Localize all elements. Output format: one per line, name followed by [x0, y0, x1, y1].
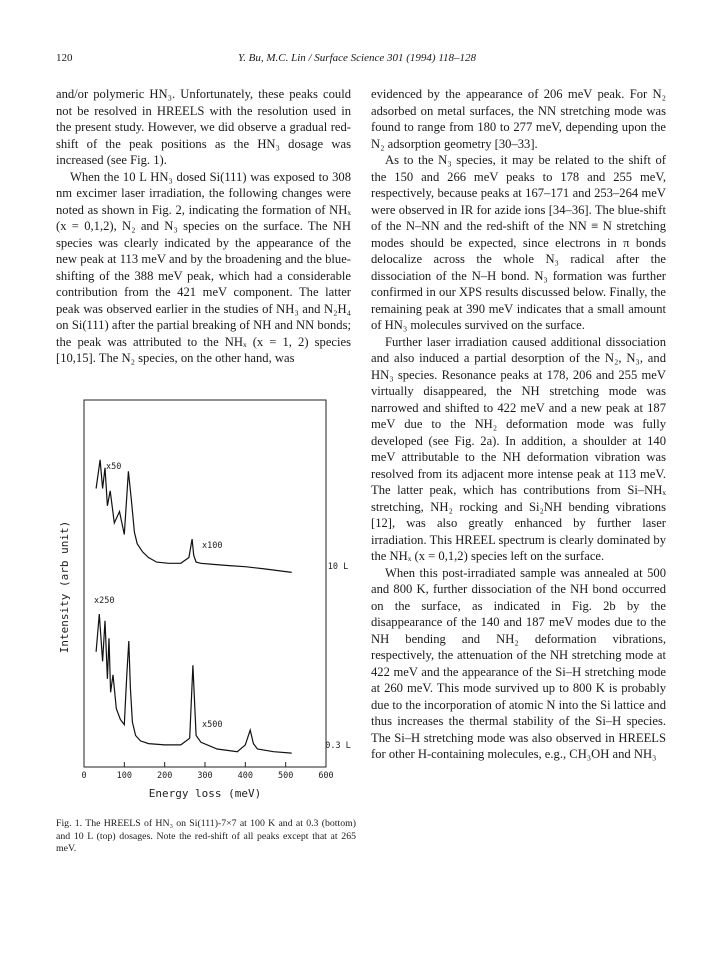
annotation-x100: x100 — [202, 541, 223, 551]
annotation-10L: 10 L — [327, 562, 349, 572]
page-number: 120 — [56, 52, 73, 64]
x-tick-label: 300 — [197, 771, 213, 781]
x-tick-label: 100 — [116, 771, 133, 781]
right-paragraph-4: When this post-irradiated sample was annealed at 500 and 800 K, further dissociation of the NH bond occurred on the surface, as indicated in Fig. 2b by the disappearance of the 140 and 187 meV modes due to the NH bending and NH₂ deformation vibrations, respectively, the attenuation of the NH stretching mode at 422 meV and the appearance of the Si–H stretching mode at 260 meV. This mode survived up to 800 K is probably due to the incorporation of atomic N into the Si lattice and thus increases the thermal stability of the Si–H species. The Si–H stretching mode was also observed in HREELS for other H-containing molecules, e.g., CH₃OH and NH₃ — [371, 565, 666, 761]
right-column — [371, 86, 666, 763]
annotation-x50: x50 — [106, 462, 122, 472]
hreels-chart — [56, 397, 356, 807]
running-head: Y. Bu, M.C. Lin / Surface Science 301 (1994) 118–128 — [238, 52, 477, 64]
series-line-top — [96, 460, 292, 573]
x-tick-label: 400 — [237, 771, 254, 781]
figure-1 — [56, 397, 356, 807]
x-axis-label: Energy loss (meV) — [148, 787, 262, 800]
left-paragraph-2: When the 10 L HN₃ dosed Si(111) was exposed to 308 nm excimer laser irradiation, the following changes were noted as shown in Fig. 2, indicating the formation of NHₓ (x = 0,1,2), N₂ and N₃ species on the surface. The NH species was clearly indicated by the appearance of the new peak at 113 meV and by the broadening and the blue-shifting of the 388 meV peak, which had a considerable contribution from the 421 meV component. The latter peak was observed earlier in the studies of NH₃ and N₂H₄ on Si(111) after the partial breaking of NH and NN bonds; the peak was attributed to the NHₓ (x = 1, 2) species [10,15]. The N₂ species, on the other hand, was — [56, 169, 351, 365]
x-tick-label: 200 — [156, 771, 173, 781]
x-tick-label: 500 — [277, 771, 294, 781]
right-paragraph-3: Further laser irradiation caused additional dissociation and also induced a partial desorption of the N₂, N₃, and HN₃ species. Resonance peaks at 178, 206 and 255 meV virtually disappeared, the NH stretching mode was narrowed and shifted to 422 meV and a new peak at 187 meV due to the NH₂ deformation mode was fully developed (see Fig. 2a). In addition, a shoulder at 140 meV attributable to the NH deformation vibration was resolved from its adjacent more intense peak at 113 meV. The latter peak, which has contributions from Si–NHₓ stretching, NH₂ rocking and Si₂NH bending vibrations [12], was also greatly enhanced by further laser irradiation. This HREEL spectrum is clearly dominated by the NHₓ (x = 0,1,2) species left on the surface. — [371, 334, 666, 563]
x-tick-label: 0 — [81, 771, 87, 781]
left-column — [56, 86, 351, 367]
y-axis-label: Intensity (arb unit) — [58, 520, 71, 654]
figure-caption: Fig. 1. The HREELS of HN₃ on Si(111)-7×7 at 100 K and at 0.3 (bottom) and 10 L (top) dosages. Note the red-shift of all peaks except that at 265 meV. — [56, 818, 356, 855]
annotation-x500: x500 — [202, 720, 223, 730]
plot-frame — [84, 400, 326, 767]
left-paragraph-1: and/or polymeric HN₃. Unfortunately, these peaks could not be resolved in HREELS with the resolution used in the present study. However, we did observe a gradual red-shift of the peak positions as the HN₃ dosage was increased (see Fig. 1). — [56, 87, 351, 167]
annotation-x250: x250 — [94, 596, 115, 606]
right-paragraph-2: As to the N₃ species, it may be related to the shift of the 150 and 266 meV peaks to 178 and 255 meV, respectively, because peaks at 167–171 and 253–264 meV were observed in IR for azide ions [34–36]. The blue-shift of the N–NN and the red-shift of the NN ≡ N stretching modes should be expected, since electrons in π bonds delocalize across the whole N₃ radical after the dissociation of the N–H bond. N₃ formation was further confirmed in our XPS results discussed below. Finally, the remaining peak at 390 meV indicates that a small amount of HN₃ molecules survived on the surface. — [371, 153, 666, 332]
x-tick-label: 600 — [318, 771, 334, 781]
annotation-03L: 0.3 L — [325, 741, 351, 751]
right-paragraph-1: evidenced by the appearance of 206 meV peak. For N₂ adsorbed on metal surfaces, the NN stretching mode was found to range from 180 to 277 meV, depending upon the N₂ adsorption geometry [30–33]. — [371, 87, 666, 151]
series-line-bottom — [96, 614, 292, 753]
